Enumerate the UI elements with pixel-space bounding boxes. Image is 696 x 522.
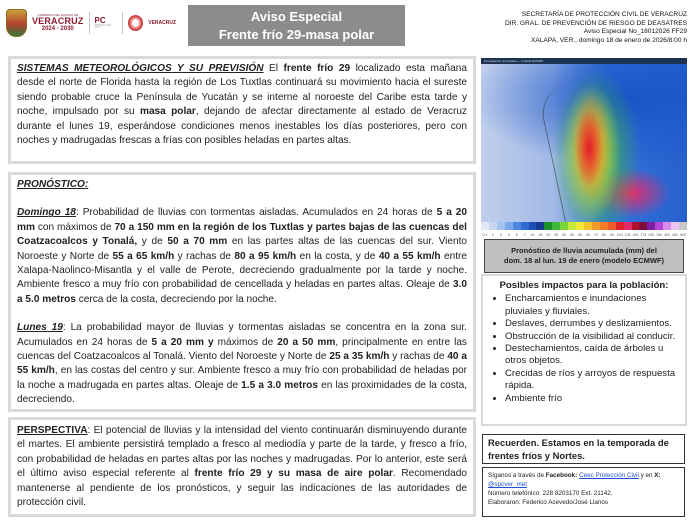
forecast-sunday bbox=[17, 206, 467, 307]
colorbar-swatch bbox=[560, 222, 568, 230]
forecast-monday bbox=[17, 321, 467, 407]
colorbar-swatch bbox=[505, 222, 513, 230]
colorbar-tick-label: 60 bbox=[585, 233, 590, 237]
social-text: y en bbox=[638, 472, 655, 479]
colorbar-tick-label: 5 bbox=[515, 233, 518, 237]
colorbar-tick-label: 500 bbox=[680, 233, 686, 237]
gob-logo-name: VERACRUZ bbox=[31, 16, 84, 26]
colorbar-swatch bbox=[632, 222, 640, 230]
colorbar-tick-label: 15 bbox=[538, 233, 543, 237]
coastline bbox=[537, 78, 626, 222]
colorbar-tick-label: 2 bbox=[499, 233, 502, 237]
sunday-label: Domingo 18 bbox=[17, 207, 76, 219]
colorbar-swatch bbox=[608, 222, 616, 230]
gob-logo-small-text: GOBIERNO DEL ESTADO DE bbox=[37, 13, 79, 17]
season-reminder: Recuerden. Estamos en la temporada de frentes fríos y Nortes. bbox=[482, 434, 685, 464]
gobierno-veracruz-logo bbox=[32, 14, 84, 32]
logo-divider bbox=[89, 12, 90, 34]
seal-icon bbox=[128, 15, 143, 31]
colorbar bbox=[481, 222, 687, 230]
colorbar-ticks bbox=[481, 232, 687, 238]
colorbar-tick-label: 25 bbox=[554, 233, 559, 237]
monday-text: y rachas de bbox=[389, 351, 448, 363]
colorbar-swatch bbox=[544, 222, 552, 230]
colorbar-swatch bbox=[552, 222, 560, 230]
sunday-text: con máximos de bbox=[34, 221, 115, 233]
colorbar-swatch bbox=[521, 222, 529, 230]
colorbar-tick-label: 40 bbox=[570, 233, 575, 237]
colorbar-swatch bbox=[529, 222, 537, 230]
monday-text: , principalmente en entre las cuencas del Coatzacoalcos al Tonalá. Viento del Noroeste y Norte de bbox=[17, 336, 467, 363]
social-text: Síganos a través de bbox=[488, 472, 546, 479]
colorbar-swatch bbox=[481, 222, 489, 230]
impact-item: • Destechamientos, caída de árboles u otros objetos. bbox=[505, 343, 681, 368]
systems-label: SISTEMAS METEOROLÓGICOS Y SU PREVISIÓN bbox=[17, 63, 264, 74]
colorbar-swatch bbox=[584, 222, 592, 230]
notice-id: Aviso Especial No_18012026 FF29 bbox=[583, 28, 687, 36]
sunday-highlight: 40 a 55 km/h bbox=[378, 250, 441, 262]
colorbar-swatch bbox=[568, 222, 576, 230]
impact-item: • Obstrucción de la visibilidad al conducir. bbox=[505, 331, 681, 343]
rainfall-forecast-map bbox=[481, 58, 687, 222]
sunday-highlight: 70 a 150 mm en la región de los Tuxtlas y partes bajas de las cuencas del Coatzacoalcos y Tonalá, bbox=[17, 221, 467, 248]
x-label: X: bbox=[654, 472, 661, 479]
forecast-panel bbox=[8, 172, 476, 412]
issuer-directorate: DIR. GRAL. DE PREVENCIÓN DE RIESGO DE DEASATRES bbox=[505, 19, 687, 27]
map-header-caption: Precipitación acumulada — modelo ECMWF bbox=[484, 59, 544, 63]
issuer-org: SECRETARÍA DE PROTECCIÓN CIVIL DE VERACRUZ bbox=[521, 11, 687, 18]
colorbar-swatch bbox=[497, 222, 505, 230]
systems-highlight: frente frío 29 bbox=[283, 63, 351, 74]
monday-highlight: 1.5 a 3.0 metros bbox=[241, 379, 318, 391]
colorbar-swatch bbox=[576, 222, 584, 230]
sunday-highlight: 80 a 95 km/h bbox=[234, 250, 297, 262]
monday-highlight: 5 a 20 mm y bbox=[151, 336, 214, 348]
social-line bbox=[488, 471, 679, 480]
colorbar-tick-label: 175 bbox=[640, 233, 647, 237]
pc-logo-label: PC bbox=[94, 15, 106, 25]
systems-panel bbox=[8, 56, 476, 164]
colorbar-swatch bbox=[624, 222, 632, 230]
impact-item: • Crecidas de ríos y arroyos de respuesta rápida. bbox=[505, 368, 681, 393]
colorbar-tick-label: 70 bbox=[593, 233, 598, 237]
colorbar-tick-label: 0.1 bbox=[482, 233, 488, 237]
notice-title-box bbox=[188, 5, 405, 46]
sunday-highlight: 5 a 20 mm bbox=[17, 207, 468, 233]
place-date: XALAPA, VER., domingo 18 de enero de 2026/8:00 h bbox=[530, 36, 687, 44]
systems-text: localizado esta mañana desde el norte de Florida hasta la región de Los Tuxtlas continuará su movimiento hacia el sureste siendo probable cruce la Península de Yucatán y se interne al noroeste del Caribe esta tarde y noche, impulsado por su bbox=[17, 63, 468, 118]
colorbar-swatch bbox=[655, 222, 663, 230]
map-caption-line1: Pronóstico de lluvia acumulada (mm) del bbox=[511, 245, 657, 255]
colorbar-tick-label: 50 bbox=[578, 233, 582, 237]
impacts-panel bbox=[481, 274, 687, 426]
systems-text: , dejando de afectar directamente al estado de Veracruz durante el lunes 19, esperándose condiciones menos inestables los días posteriores, pero con noches y madrugadas frescas a frías con posibles heladas en partes altas. bbox=[17, 106, 467, 147]
sunday-text: : Probabilidad de lluvias con tormentas aisladas. Acumulados en 24 horas de bbox=[75, 207, 437, 219]
colorbar-swatch bbox=[600, 222, 608, 230]
colorbar-tick-label: 150 bbox=[632, 233, 639, 237]
colorbar-tick-label: 30 bbox=[562, 233, 567, 237]
proteccion-civil-logo bbox=[95, 17, 117, 30]
sunday-text: en las partes altas de las cuencas del sur. Viento Noroeste y Norte de bbox=[17, 236, 468, 262]
colorbar-tick-label: 20 bbox=[546, 233, 551, 237]
authors: Elaboraron: Federico Acevedo/José Llanos bbox=[488, 499, 609, 506]
impact-item: • Deslaves, derrumbes y deslizamientos. bbox=[505, 318, 681, 330]
monday-highlight: 40 a 55 km/h bbox=[17, 351, 467, 377]
header-logos bbox=[6, 6, 176, 40]
colorbar-swatch bbox=[639, 222, 647, 230]
forecast-label: PRONÓSTICO: bbox=[17, 179, 89, 190]
facebook-link[interactable]: Ceec Protección Civil bbox=[579, 472, 639, 479]
colorbar-swatch bbox=[489, 222, 497, 230]
sunday-text: y rachas de bbox=[174, 250, 235, 262]
veracruz-wordmark: VERACRUZ bbox=[148, 20, 177, 26]
colorbar-swatch bbox=[536, 222, 544, 230]
colorbar-tick-label: 3 bbox=[507, 233, 510, 237]
colorbar-tick-label: 100 bbox=[616, 233, 623, 237]
impacts-list bbox=[487, 293, 681, 405]
colorbar-tick-label: 300 bbox=[664, 233, 671, 237]
monday-text: , en las costas del centro y sur. Ambiente fresco a muy frío con probabilidad de heladas por la noche a madrugada en partes altas. Oleaje de bbox=[17, 365, 467, 391]
gob-logo-years: 2024 - 2030 bbox=[41, 26, 74, 32]
colorbar-tick-label: 400 bbox=[672, 233, 678, 237]
outlook-text: . Recomendado mantenerse al pendiente de los pronósticos, y seguir las indicaciones de las autoridades de protección civil. bbox=[17, 468, 467, 509]
notice-title: Aviso Especial bbox=[250, 8, 343, 24]
sunday-text: y de bbox=[137, 236, 168, 248]
logo-divider bbox=[122, 12, 123, 34]
outlook-highlight: frente frío 29 y su masa de aire polar bbox=[194, 468, 393, 480]
colorbar-swatch bbox=[671, 222, 679, 230]
facebook-label: Facebook: bbox=[545, 472, 578, 479]
colorbar-swatch bbox=[679, 222, 687, 230]
monday-highlight: 25 a 35 km/h bbox=[329, 351, 390, 363]
veracruz-coat-of-arms-icon bbox=[6, 9, 27, 37]
sunday-highlight: 50 a 70 mm bbox=[167, 236, 228, 248]
sunday-highlight: 3.0 a 5.0 metros bbox=[17, 279, 467, 305]
outlook-panel bbox=[8, 417, 476, 517]
notice-subtitle: Frente frío 29-masa polar bbox=[218, 26, 375, 42]
monday-text: en las proximidades de la costa, decreciendo. bbox=[17, 379, 468, 406]
systems-text: El bbox=[263, 63, 284, 74]
systems-highlight: masa polar bbox=[139, 106, 196, 118]
colorbar-tick-label: 90 bbox=[609, 233, 614, 237]
colorbar-swatch bbox=[647, 222, 655, 230]
colorbar-tick-label: 200 bbox=[648, 233, 655, 237]
colorbar-swatch bbox=[592, 222, 600, 230]
impact-item: • Ambiente frío bbox=[505, 393, 681, 405]
sunday-text: cerca de la costa, decreciendo por la noche. bbox=[75, 293, 277, 305]
sunday-text: en la costa, y de bbox=[296, 250, 379, 262]
monday-text: máximos de bbox=[213, 336, 278, 348]
monday-highlight: 20 a 50 mm bbox=[277, 336, 336, 348]
x-link[interactable]: @spcver_met bbox=[488, 481, 527, 488]
sunday-highlight: 55 a 65 km/h bbox=[112, 250, 175, 262]
outlook-label: PERSPECTIVA bbox=[17, 425, 88, 436]
map-caption bbox=[484, 239, 684, 273]
impact-item: • Encharcamientos e inundaciones pluviales y fluviales. bbox=[505, 293, 681, 318]
pc-logo-subtext: PROTECCIÓN CIVIL bbox=[94, 23, 112, 29]
colorbar-tick-label: 125 bbox=[624, 233, 631, 237]
colorbar-tick-label: 80 bbox=[601, 233, 606, 237]
colorbar-tick-label: 250 bbox=[656, 233, 663, 237]
colorbar-tick-label: 1 bbox=[491, 233, 494, 237]
colorbar-tick-label: 7 bbox=[523, 233, 526, 237]
colorbar-tick-label: 10 bbox=[530, 233, 535, 237]
colorbar-swatch bbox=[513, 222, 521, 230]
impacts-heading: Posibles impactos para la población: bbox=[499, 280, 669, 291]
map-caption-line2: dom. 18 al lun. 19 de enero (modelo ECMWF) bbox=[503, 256, 665, 265]
contact-box bbox=[482, 467, 685, 517]
sunday-text: entre Xalapa-Naolinco-Misantla y el valle de Perote, decreciendo gradualmente por la tarde y noche. Ambiente fresco a muy frío con probabilidad de cencellada y heladas en partes altas. Oleaje de bbox=[17, 250, 468, 291]
colorbar-swatch bbox=[616, 222, 624, 230]
monday-text: : La probabilidad mayor de lluvias y tormentas aisladas se concentra en la zona sur. Acumulados en 24 horas de bbox=[17, 322, 467, 348]
phone-number: Número telefónico: 228 8203170 Ext. 21142. bbox=[488, 490, 613, 497]
monday-label: Lunes 19 bbox=[17, 322, 63, 334]
issuer-info bbox=[472, 11, 687, 45]
outlook-text: : El potencial de lluvias y la intensidad del viento continuarán disminuyendo durante el martes. El ambiente persistirá templado a fresco al mediodía y parte de la tarde, y fresco a frío, con probabilidad de heladas en partes altas por las noches y madrugadas. Por lo anterior, este será el último aviso especial referente al bbox=[17, 425, 467, 480]
colorbar-swatch bbox=[663, 222, 671, 230]
